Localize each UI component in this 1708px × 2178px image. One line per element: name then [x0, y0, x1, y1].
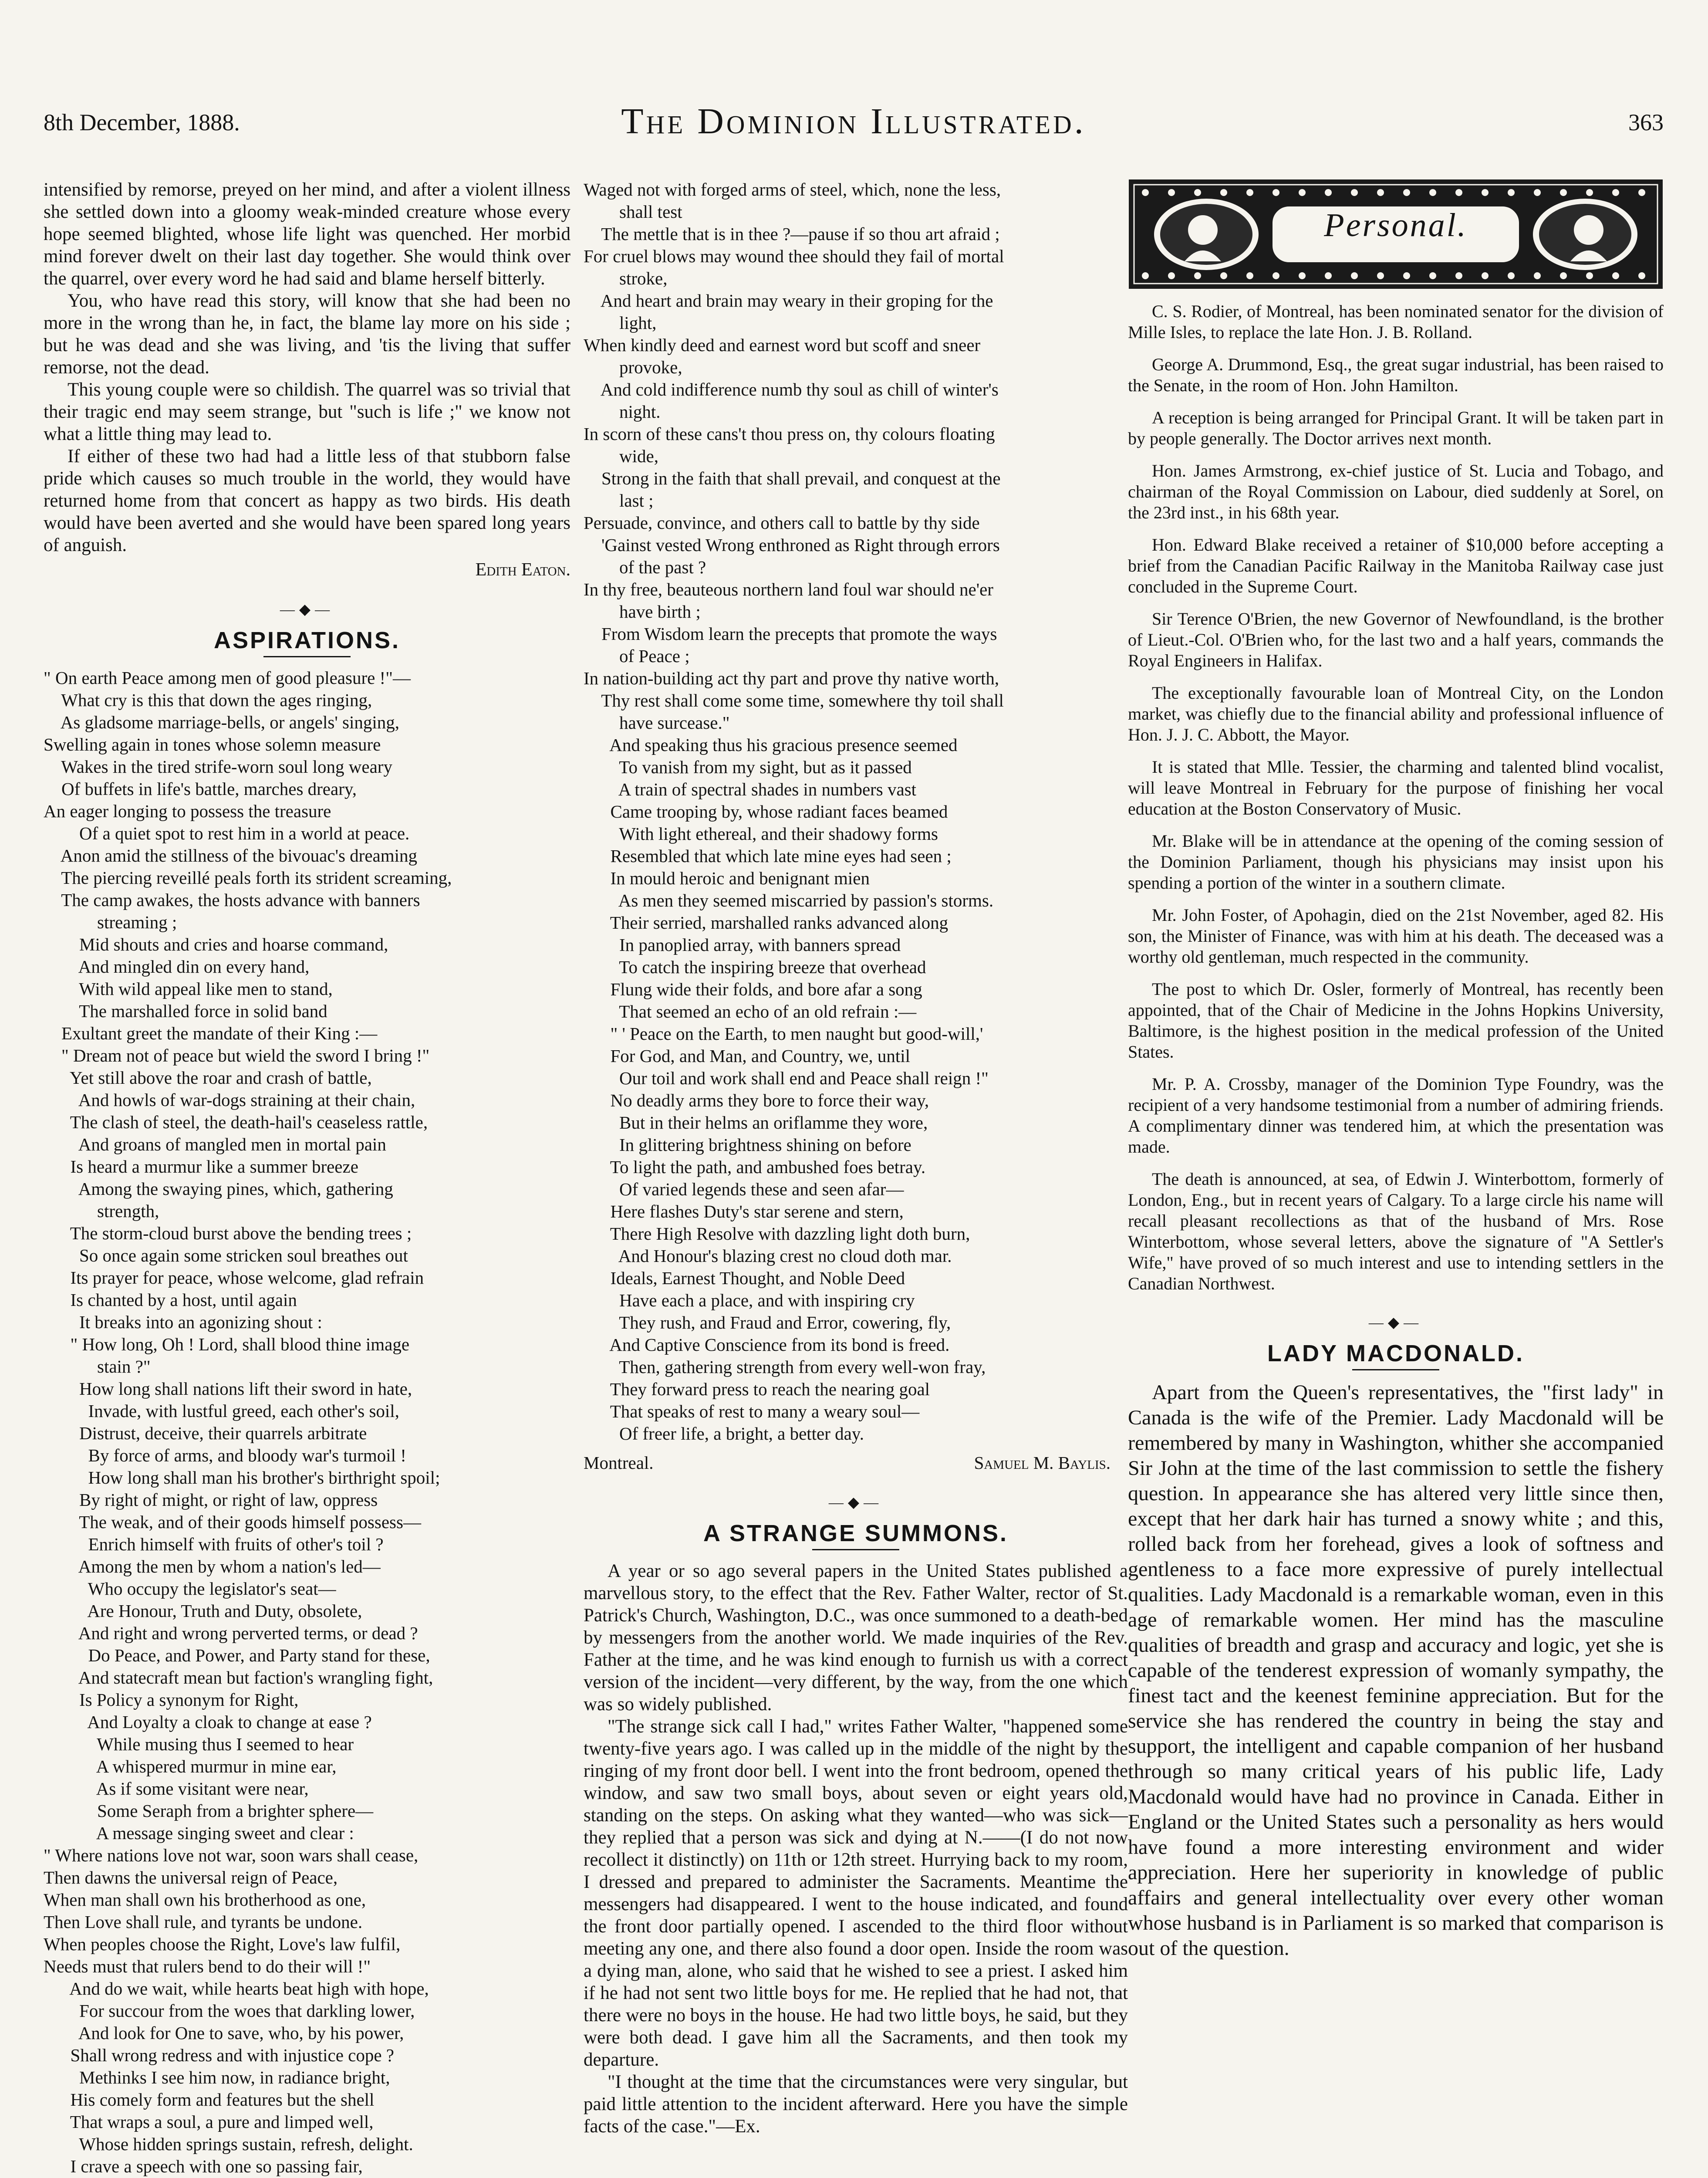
- poem-line: of Peace ;: [584, 646, 690, 666]
- ornament-divider: —◆—: [280, 602, 334, 618]
- poem-line: The mettle that is in thee ?—pause if so thou art afraid ;: [584, 224, 1000, 244]
- poem-line: Yet still above the roar and crash of battle,: [44, 1068, 372, 1088]
- story-author: Edith Eaton.: [475, 560, 570, 580]
- poem-line: Anon amid the stillness of the bivouac's dreaming: [44, 845, 417, 866]
- summons-title: A STRANGE SUMMONS.: [703, 1520, 1008, 1546]
- poem-line: Ideals, Earnest Thought, and Noble Deed: [584, 1268, 905, 1288]
- poem-line: And groans of mangled men in mortal pain: [44, 1134, 386, 1154]
- poem-line: streaming ;: [44, 912, 177, 932]
- poem-line: 'Gainst vested Wrong enthroned as Right through errors: [584, 535, 1000, 555]
- story-paragraph: You, who have read this story, will know that she had been no more in the wrong than he, in fact, the blame lay more on his side ; but he was dead and she was living, and 'tis the living that suffer remorse, not the dead.: [44, 291, 570, 378]
- poem-line: Of varied legends these and seen afar—: [584, 1179, 904, 1199]
- poem-line: " ' Peace on the Earth, to men naught but good-will,': [584, 1024, 983, 1044]
- poem-line: Invade, with lustful greed, each other's soil,: [44, 1401, 399, 1421]
- poem-line: And look for One to save, who, by his power,: [44, 2023, 404, 2043]
- poem-line: An eager longing to possess the treasure: [44, 801, 331, 821]
- poem-line: How long shall man his brother's birthright spoil;: [44, 1468, 440, 1488]
- poem-line: In thy free, beauteous northern land foul war should ne'er: [584, 579, 993, 599]
- personal-item: The death is announced, at sea, of Edwin J. Winterbottom, formerly of London, Eng., but in recent years of Calgary. To a large circle his name will recall pleasant recollections as that of the husband of Mrs. Rose Winterbottom, whose several letters, above the signature of "A Settler's Wife," have proved of so much interest and use to intending settlers in the Canadian Northwest.: [1128, 1169, 1664, 1293]
- personal-banner: [1128, 179, 1664, 290]
- poem-line: When peoples choose the Right, Love's law fulfil,: [44, 1934, 401, 1954]
- poem-line: Strong in the faith that shall prevail, and conquest at the: [584, 468, 1001, 488]
- poem-line: Of freer life, a bright, a better day.: [584, 1424, 864, 1444]
- poem-line: Among the swaying pines, which, gathering: [44, 1179, 393, 1199]
- poem-author: Samuel M. Baylis.: [974, 1453, 1111, 1473]
- title-rule: [263, 656, 351, 657]
- column-2: [584, 179, 1128, 2137]
- poem-line: Flung wide their folds, and bore afar a song: [584, 979, 922, 999]
- poem-line: The camp awakes, the hosts advance with banners: [44, 890, 420, 910]
- poem-line: have surcease.": [584, 713, 730, 733]
- poem-line: They rush, and Fraud and Error, cowering, fly,: [584, 1312, 951, 1333]
- poem-line: Thy rest shall come some time, somewhere thy toil shall: [584, 690, 1004, 710]
- poem-line: Their serried, marshalled ranks advanced along: [584, 913, 949, 933]
- poem-line: The weak, and of their goods himself possess—: [44, 1512, 421, 1532]
- personal-item: It is stated that Mlle. Tessier, the charming and talented blind vocalist, will leave Montreal in February for the purpose of finishing her vocal education at the Boston Conservatory of Music.: [1128, 757, 1664, 818]
- personal-item: Mr. Blake will be in attendance at the opening of the coming session of the Dominion Parliament, though his physicians may insist upon his spending a portion of the winter in a southern climate.: [1128, 831, 1664, 893]
- poem-line: The piercing reveillé peals forth its strident screaming,: [44, 868, 452, 888]
- lady-macdonald-title: LADY MACDONALD.: [1267, 1340, 1524, 1366]
- poem-line: Methinks I see him now, in radiance bright,: [44, 2067, 390, 2087]
- poem-line: Distrust, deceive, their quarrels arbitrate: [44, 1423, 367, 1443]
- poem-line: Then dawns the universal reign of Peace,: [44, 1867, 338, 1887]
- poem-line: With light ethereal, and their shadowy forms: [584, 824, 938, 844]
- poem-line: And howls of war-dogs straining at their chain,: [44, 1090, 415, 1110]
- poem-line: As men they seemed miscarried by passion's storms.: [584, 890, 994, 910]
- poem-line: That speaks of rest to many a weary soul—: [584, 1401, 920, 1421]
- poem-line: Shall wrong redress and with injustice cope ?: [44, 2045, 395, 2065]
- poem-line: stain ?": [44, 1356, 151, 1376]
- poem-line: The storm-cloud burst above the bending trees ;: [44, 1223, 412, 1243]
- personal-item: C. S. Rodier, of Montreal, has been nominated senator for the division of Mille Isles, to replace the late Hon. J. B. Rolland.: [1128, 301, 1664, 342]
- page-number: 363: [1628, 109, 1664, 135]
- poem-line: Are Honour, Truth and Duty, obsolete,: [44, 1601, 362, 1621]
- poem-line: So once again some stricken soul breathes out: [44, 1245, 408, 1265]
- personal-item: The post to which Dr. Osler, formerly of Montreal, has recently been appointed, that of the Chair of Medicine in the Johns Hopkins University, Baltimore, is the highest position in the medical profession of the United States.: [1128, 979, 1664, 1062]
- poem-line: Enrich himself with fruits of other's toil ?: [44, 1534, 384, 1554]
- issue-date: 8th December, 1888.: [44, 109, 240, 135]
- poem-line: Who occupy the legislator's seat—: [44, 1579, 336, 1599]
- poem-line: Of a quiet spot to rest him in a world at peace.: [44, 823, 410, 843]
- poem-line: A train of spectral shades in numbers vast: [584, 779, 917, 799]
- poem-line: light,: [584, 313, 657, 333]
- story-continuation: intensified by remorse, preyed on her mind, and after a violent illness she settled down into a gloomy weak-minded creature whose every hope seemed blighted, whose life light was quenched. Her morbid mind forever dwelt on their last day together. She would think over the quarrel, over every word he had said and blame herself bitterly.: [44, 179, 570, 289]
- story-paragraph: This young couple were so childish. The quarrel was so trivial that their tragic end may seem strange, but "such is life ;" we know not what a little thing may lead to.: [44, 379, 570, 444]
- poem-line: Then Love shall rule, and tyrants be undone.: [44, 1912, 363, 1932]
- poem-line: That seemed an echo of an old refrain :—: [584, 1001, 917, 1021]
- poem-line: To vanish from my sight, but as it passed: [584, 757, 912, 777]
- poem-line: But in their helms an oriflamme they wore,: [584, 1113, 928, 1133]
- poem-line: As if some visitant were near,: [44, 1779, 309, 1799]
- title-rule: [1352, 1369, 1439, 1370]
- poem-line: wide,: [584, 446, 658, 466]
- poem-line: " Where nations love not war, soon wars shall cease,: [44, 1845, 419, 1865]
- poem-line: When man shall own his brotherhood as one,: [44, 1890, 366, 1910]
- ornament-divider: —◆—: [828, 1495, 883, 1511]
- poem-line: Here flashes Duty's star serene and stern,: [584, 1201, 904, 1221]
- personal-item: Hon. Edward Blake received a retainer of $10,000 before accepting a brief from the Canadian Pacific Railway in the Manitoba Railway case just concluded in the Supreme Court.: [1128, 535, 1664, 596]
- poem-line: Among the men by whom a nation's led—: [44, 1556, 381, 1576]
- summons-paragraph: "I thought at the time that the circumstances were very singular, but paid little attention to the incident afterward. Here you have the simple facts of the case."—Ex.: [584, 2072, 1128, 2137]
- personal-item: Mr. John Foster, of Apohagin, died on the 21st November, aged 82. His son, the Minister of Finance, was with him at his death. The deceased was a worthy old gentleman, much respected in the community.: [1128, 905, 1664, 967]
- poem-line: And Honour's blazing crest no cloud doth mar.: [584, 1246, 952, 1266]
- poem-line: shall test: [584, 202, 682, 222]
- poem-line: With wild appeal like men to stand,: [44, 979, 333, 999]
- poem-line: stroke,: [584, 268, 668, 288]
- personal-items: [1128, 301, 1664, 1294]
- poem-line: night.: [584, 402, 661, 422]
- poem-line: Persuade, convince, and others call to battle by thy side: [584, 513, 980, 533]
- poem-line: Wakes in the tired strife-worn soul long weary: [44, 757, 392, 777]
- poem-line: A message singing sweet and clear :: [44, 1823, 354, 1843]
- poem-line: To light the path, and ambushed foes betray.: [584, 1157, 926, 1177]
- poem-line: Do Peace, and Power, and Party stand for these,: [44, 1645, 430, 1665]
- poem-line: As gladsome marriage-bells, or angels' singing,: [44, 712, 399, 732]
- poem-line: Is chanted by a host, until again: [44, 1290, 297, 1310]
- poem-line: strength,: [44, 1201, 159, 1221]
- poem-line: And Loyalty a cloak to change at ease ?: [44, 1712, 372, 1732]
- poem-line: They forward press to reach the nearing goal: [584, 1379, 930, 1399]
- column-1: [44, 179, 570, 2178]
- poem-line: Is Policy a synonym for Right,: [44, 1690, 299, 1710]
- aspirations-title: ASPIRATIONS.: [213, 627, 401, 653]
- poem-line: " How long, Oh ! Lord, shall blood thine image: [44, 1334, 410, 1354]
- poem-line: Of buffets in life's battle, marches dreary,: [44, 779, 357, 799]
- poem-line: Its prayer for peace, whose welcome, glad refrain: [44, 1268, 424, 1288]
- poem-line: And mingled din on every hand,: [44, 957, 310, 977]
- poem-line: Waged not with forged arms of steel, which, none the less,: [584, 179, 1001, 200]
- column-3: [1128, 179, 1664, 1961]
- poem-line: No deadly arms they bore to force their way,: [584, 1090, 929, 1110]
- story-paragraph: If either of these two had had a little less of that stubborn false pride which causes so much trouble in the world, they would have returned home from that concert as happy as two birds. His death would have been averted and she would have been spared long years of anguish.: [44, 446, 570, 555]
- poem-line: Then, gathering strength from every well-won fray,: [584, 1357, 986, 1377]
- poem-line: And cold indifference numb thy soul as chill of winter's: [584, 379, 999, 399]
- poem-line: For cruel blows may wound thee should they fail of mortal: [584, 246, 1004, 266]
- poem-line: There High Resolve with dazzling light doth burn,: [584, 1224, 970, 1244]
- poem-line: And do we wait, while hearts beat high with hope,: [44, 1978, 429, 1999]
- poem-line: " On earth Peace among men of good pleasure !"—: [44, 668, 411, 688]
- poem-line: And right and wrong perverted terms, or dead ?: [44, 1623, 418, 1643]
- poem-line: Exultant greet the mandate of their King :—: [44, 1023, 378, 1043]
- poem-line: Resembled that which late mine eyes had seen ;: [584, 846, 952, 866]
- poem-line: provoke,: [584, 357, 682, 377]
- poem-footer: [584, 1452, 1128, 1474]
- summons-paragraph: "The strange sick call I had," writes Father Walter, "happened some twenty-five years ago. I was called up in the middle of the night by the ringing of my front door bell. I went into the front bedroom, opened the window, and saw two small boys, about seven or eight years old, standing on the steps. On asking what they wanted—who was sick—they replied that a person was sick and dying at N.——(I do not now recollect it distinctly) on 11th or 12th street. Hurrying back to my room, I dressed and prepared to administer the Sacraments. Meantime the messengers had disappeared. I went to the house indicated, and found the front door partially opened. I ascended to the third floor without meeting any one, and there also found a door open. Inside the room was a dying man, alone, who said that he wished to see a priest. I asked him if he had not sent two little boys for me. He replied that he had not, that there were no boys in the house. He had two little boys, he said, but they were both dead. I gave him all the Sacraments, and then took my departure.: [584, 1716, 1128, 2070]
- poem-line: In glittering brightness shining on before: [584, 1135, 911, 1155]
- poem-line: I crave a speech with one so passing fair,: [44, 2156, 363, 2176]
- lady-macdonald-paragraph: Apart from the Queen's representatives, the "first lady" in Canada is the wife of the Premier. Lady Macdonald will be remembered by many in Washington, whither she accompanied Sir John at the time of the last commission to settle the fishery question. In appearance she has altered very little since then, except that her dark hair has turned a snowy white ; and this, rolled back from her forehead, gives a look of softness and gentleness to a face more expressive of purely intellectual qualities. Lady Macdonald is a remarkable woman, even in this age of remarkable women. Her mind has the masculine qualities of breadth and grasp and accuracy and logic, yet she is capable of the tenderest expression of womanly sympathy, the finest tact and the keenest feminine appreciation. But for the service she has rendered the country in being the stay and support, the intelligent and capable companion of her husband through so many critical years of his public life, Lady Macdonald would have had no province in Canada. Either in England or the United States such a personality as hers would have found a more interesting environment and wider appreciation. Here her superiority in knowledge of public affairs and general intellectuality over every other woman whose husband is in Parliament is so marked that comparison is out of the question.: [1128, 1381, 1664, 1960]
- aspirations-poem-continued: [584, 179, 1128, 1445]
- poem-line: of the past ?: [584, 557, 706, 577]
- personal-item: George A. Drummond, Esq., the great sugar industrial, has been raised to the Senate, in the room of Hon. John Hamilton.: [1128, 355, 1664, 395]
- aspirations-poem: [44, 667, 570, 2178]
- poem-line: By force of arms, and bloody war's turmoil !: [44, 1445, 406, 1465]
- poem-line: The marshalled force in solid band: [44, 1001, 327, 1021]
- poem-line: Came trooping by, whose radiant faces beamed: [584, 802, 948, 822]
- masthead-title: The Dominion Illustrated.: [621, 101, 1086, 142]
- poem-line: In panoplied array, with banners spread: [584, 935, 901, 955]
- poem-line: In nation-building act thy part and prove thy native worth,: [584, 668, 999, 688]
- poem-line: For God, and Man, and Country, we, until: [584, 1046, 911, 1066]
- poem-line: Whose hidden springs sustain, refresh, delight.: [44, 2134, 413, 2154]
- banner-label: Personal.: [1324, 207, 1468, 244]
- personal-item: Mr. P. A. Crossby, manager of the Dominion Type Foundry, was the recipient of a very handsome testimonial from a number of admiring friends. A complimentary dinner was tendered him, at which the presentation was made.: [1128, 1074, 1664, 1157]
- poem-line: What cry is this that down the ages ringing,: [44, 690, 372, 710]
- personal-item: Hon. James Armstrong, ex-chief justice of St. Lucia and Tobago, and chairman of the Royal Commission on Labour, died suddenly at Sorel, on the 23rd inst., in his 68th year.: [1128, 461, 1664, 522]
- ornament-divider: —◆—: [1368, 1315, 1423, 1331]
- poem-line: When kindly deed and earnest word but scoff and sneer: [584, 335, 981, 355]
- poem-line: While musing thus I seemed to hear: [44, 1734, 354, 1754]
- poem-line: And speaking thus his gracious presence seemed: [584, 735, 958, 755]
- poem-line: last ;: [584, 490, 654, 511]
- poem-line: Our toil and work shall end and Peace shall reign !": [584, 1068, 989, 1088]
- poem-line: From Wisdom learn the precepts that promote the ways: [584, 624, 997, 644]
- poem-line: Some Seraph from a brighter sphere—: [44, 1801, 374, 1821]
- poem-line: That wraps a soul, a pure and limped well,: [44, 2112, 374, 2132]
- poem-line: For succour from the woes that darkling lower,: [44, 2001, 415, 2021]
- title-rule: [812, 1549, 899, 1550]
- poem-line: And statecraft mean but faction's wrangling fight,: [44, 1667, 433, 1688]
- poem-line: Have each a place, and with inspiring cry: [584, 1290, 915, 1310]
- personal-item: Sir Terence O'Brien, the new Governor of Newfoundland, is the brother of Lieut.-Col. O'Brien who, for the last two and a half years, commands the Royal Engineers in Halifax.: [1128, 609, 1664, 670]
- poem-line: To catch the inspiring breeze that overhead: [584, 957, 926, 977]
- poem-line: The clash of steel, the death-hail's ceaseless rattle,: [44, 1112, 428, 1132]
- poem-line: And Captive Conscience from its bond is freed.: [584, 1335, 950, 1355]
- personal-item: A reception is being arranged for Principal Grant. It will be taken part in by people generally. The Doctor arrives next month.: [1128, 408, 1664, 448]
- poem-line: Swelling again in tones whose solemn measure: [44, 734, 381, 754]
- poem-line: In mould heroic and benignant mien: [584, 868, 870, 888]
- poem-line: In scorn of these cans't thou press on, thy colours floating: [584, 424, 995, 444]
- poem-line: " Dream not of peace but wield the sword I bring !": [44, 1045, 430, 1065]
- poem-line: It breaks into an agonizing shout :: [44, 1312, 322, 1332]
- poem-line: Mid shouts and cries and hoarse command,: [44, 934, 388, 954]
- poem-line: And heart and brain may weary in their groping for the: [584, 291, 993, 311]
- poem-line: How long shall nations lift their sword in hate,: [44, 1379, 412, 1399]
- poem-line: Needs must that rulers bend to do their will !": [44, 1956, 371, 1976]
- poem-line: A whispered murmur in mine ear,: [44, 1756, 337, 1776]
- poem-line: have birth ;: [584, 602, 701, 622]
- page-header: [44, 100, 1664, 152]
- poem-line: Is heard a murmur like a summer breeze: [44, 1157, 358, 1177]
- poem-line: By right of might, or right of law, oppress: [44, 1490, 378, 1510]
- poem-line: His comely form and features but the shell: [44, 2090, 375, 2110]
- poem-place: Montreal.: [584, 1453, 654, 1473]
- summons-paragraph: A year or so ago several papers in the United States published a marvellous story, to the effect that the Rev. Father Walter, rector of St. Patrick's Church, Washington, D.C., was once summoned to a death-bed by messengers from the another world. We made inquiries of the Rev. Father at the time, and he was kind enough to furnish us with a correct version of the incident—very different, by the way, from the one which was so widely published.: [584, 1561, 1128, 1715]
- personal-item: The exceptionally favourable loan of Montreal City, on the London market, was chiefly due to the financial ability and professional influence of Hon. J. J. C. Abbott, the Mayor.: [1128, 683, 1664, 744]
